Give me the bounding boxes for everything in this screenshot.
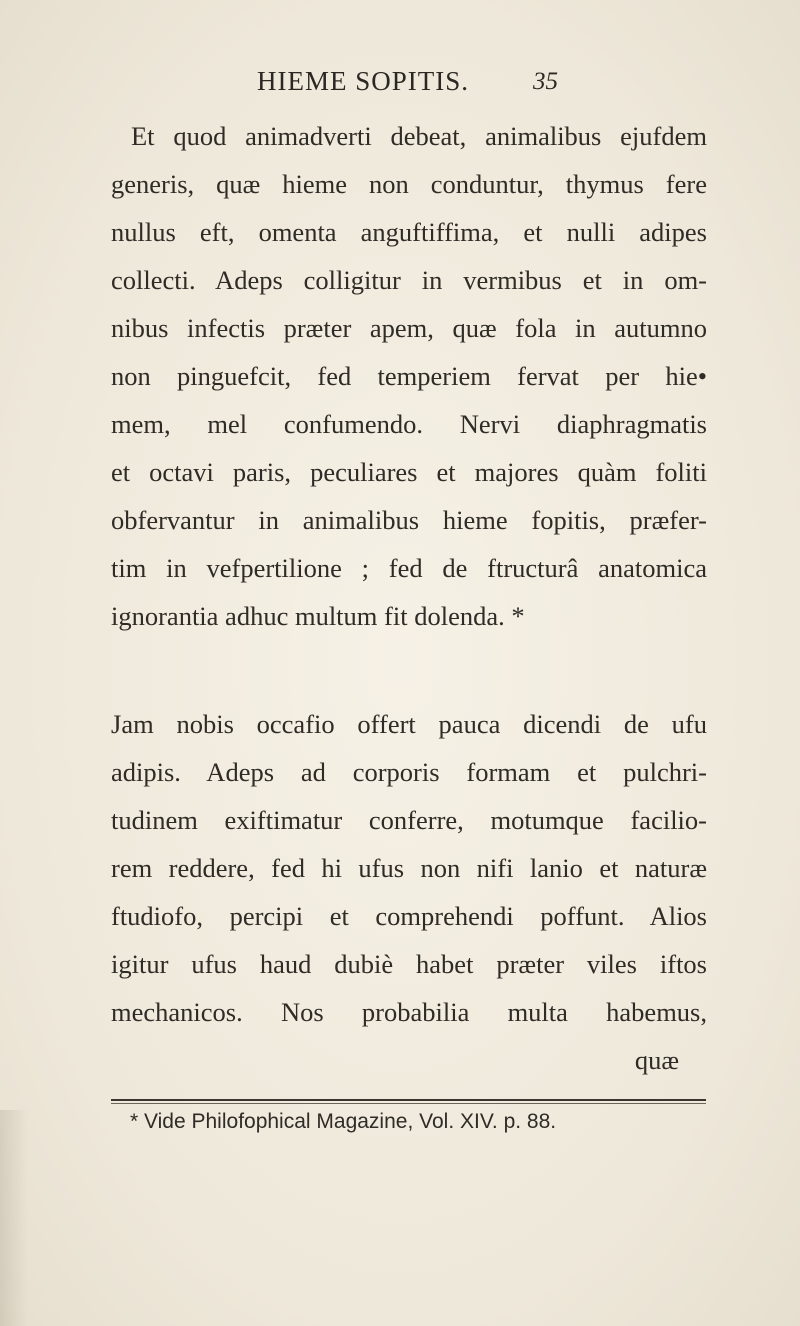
text-line: Jam nobis occafio offert pauca dicendi de ufu (111, 709, 707, 739)
text-line: rem reddere, fed hi ufus non nifi lanio et naturæ (111, 853, 707, 883)
text-line: mem, mel confumendo. Nervi diaphragmatis (111, 409, 707, 439)
text-line: mechanicos. Nos probabilia multa habemus, (111, 997, 707, 1027)
text-line: tudinem exiftimatur conferre, motumque facilio- (111, 805, 707, 835)
paragraph-1 (111, 112, 707, 640)
catchword: quæ (634, 1045, 679, 1075)
text-line: collecti. Adeps colligitur in vermibus et in om- (111, 265, 707, 295)
text-line: ignorantia adhuc multum fit dolenda. * (111, 601, 525, 631)
text-line: generis, quæ hieme non conduntur, thymus fere (111, 169, 707, 199)
text-line: et octavi paris, peculiares et majores quàm foliti (111, 457, 707, 487)
footnote-rule-thin (111, 1103, 706, 1104)
footnote: * Vide Philofophical Magazine, Vol. XIV. p. 88. (130, 1110, 557, 1133)
text-line: nibus infectis præter apem, quæ fola in autumno (111, 313, 707, 343)
paragraph-gap (111, 640, 707, 700)
running-head (0, 66, 800, 106)
text-line: ftudiofo, percipi et comprehendi poffunt. Alios (111, 901, 707, 931)
text-line: tim in vefpertilione ; fed de ftructurâ anatomica (111, 553, 707, 583)
text-line: igitur ufus haud dubiè habet præter viles iftos (111, 949, 707, 979)
text-line: nullus eft, omenta anguftiffima, et nulli adipes (111, 217, 707, 247)
footnote-rule (111, 1099, 706, 1101)
text-line: non pinguefcit, fed temperiem fervat per hie• (111, 361, 707, 391)
text-line: Et quod animadverti debeat, animalibus ejufdem (131, 121, 707, 151)
text-line: obfervantur in animalibus hieme fopitis, præfer- (111, 505, 707, 535)
body-text (111, 112, 707, 1084)
paragraph-2 (111, 700, 707, 1084)
running-title: HIEME SOPITIS. (257, 66, 470, 96)
page-number: 35 (533, 68, 558, 95)
text-line: adipis. Adeps ad corporis formam et pulchri- (111, 757, 707, 787)
page-shadow-edge (0, 1110, 28, 1326)
